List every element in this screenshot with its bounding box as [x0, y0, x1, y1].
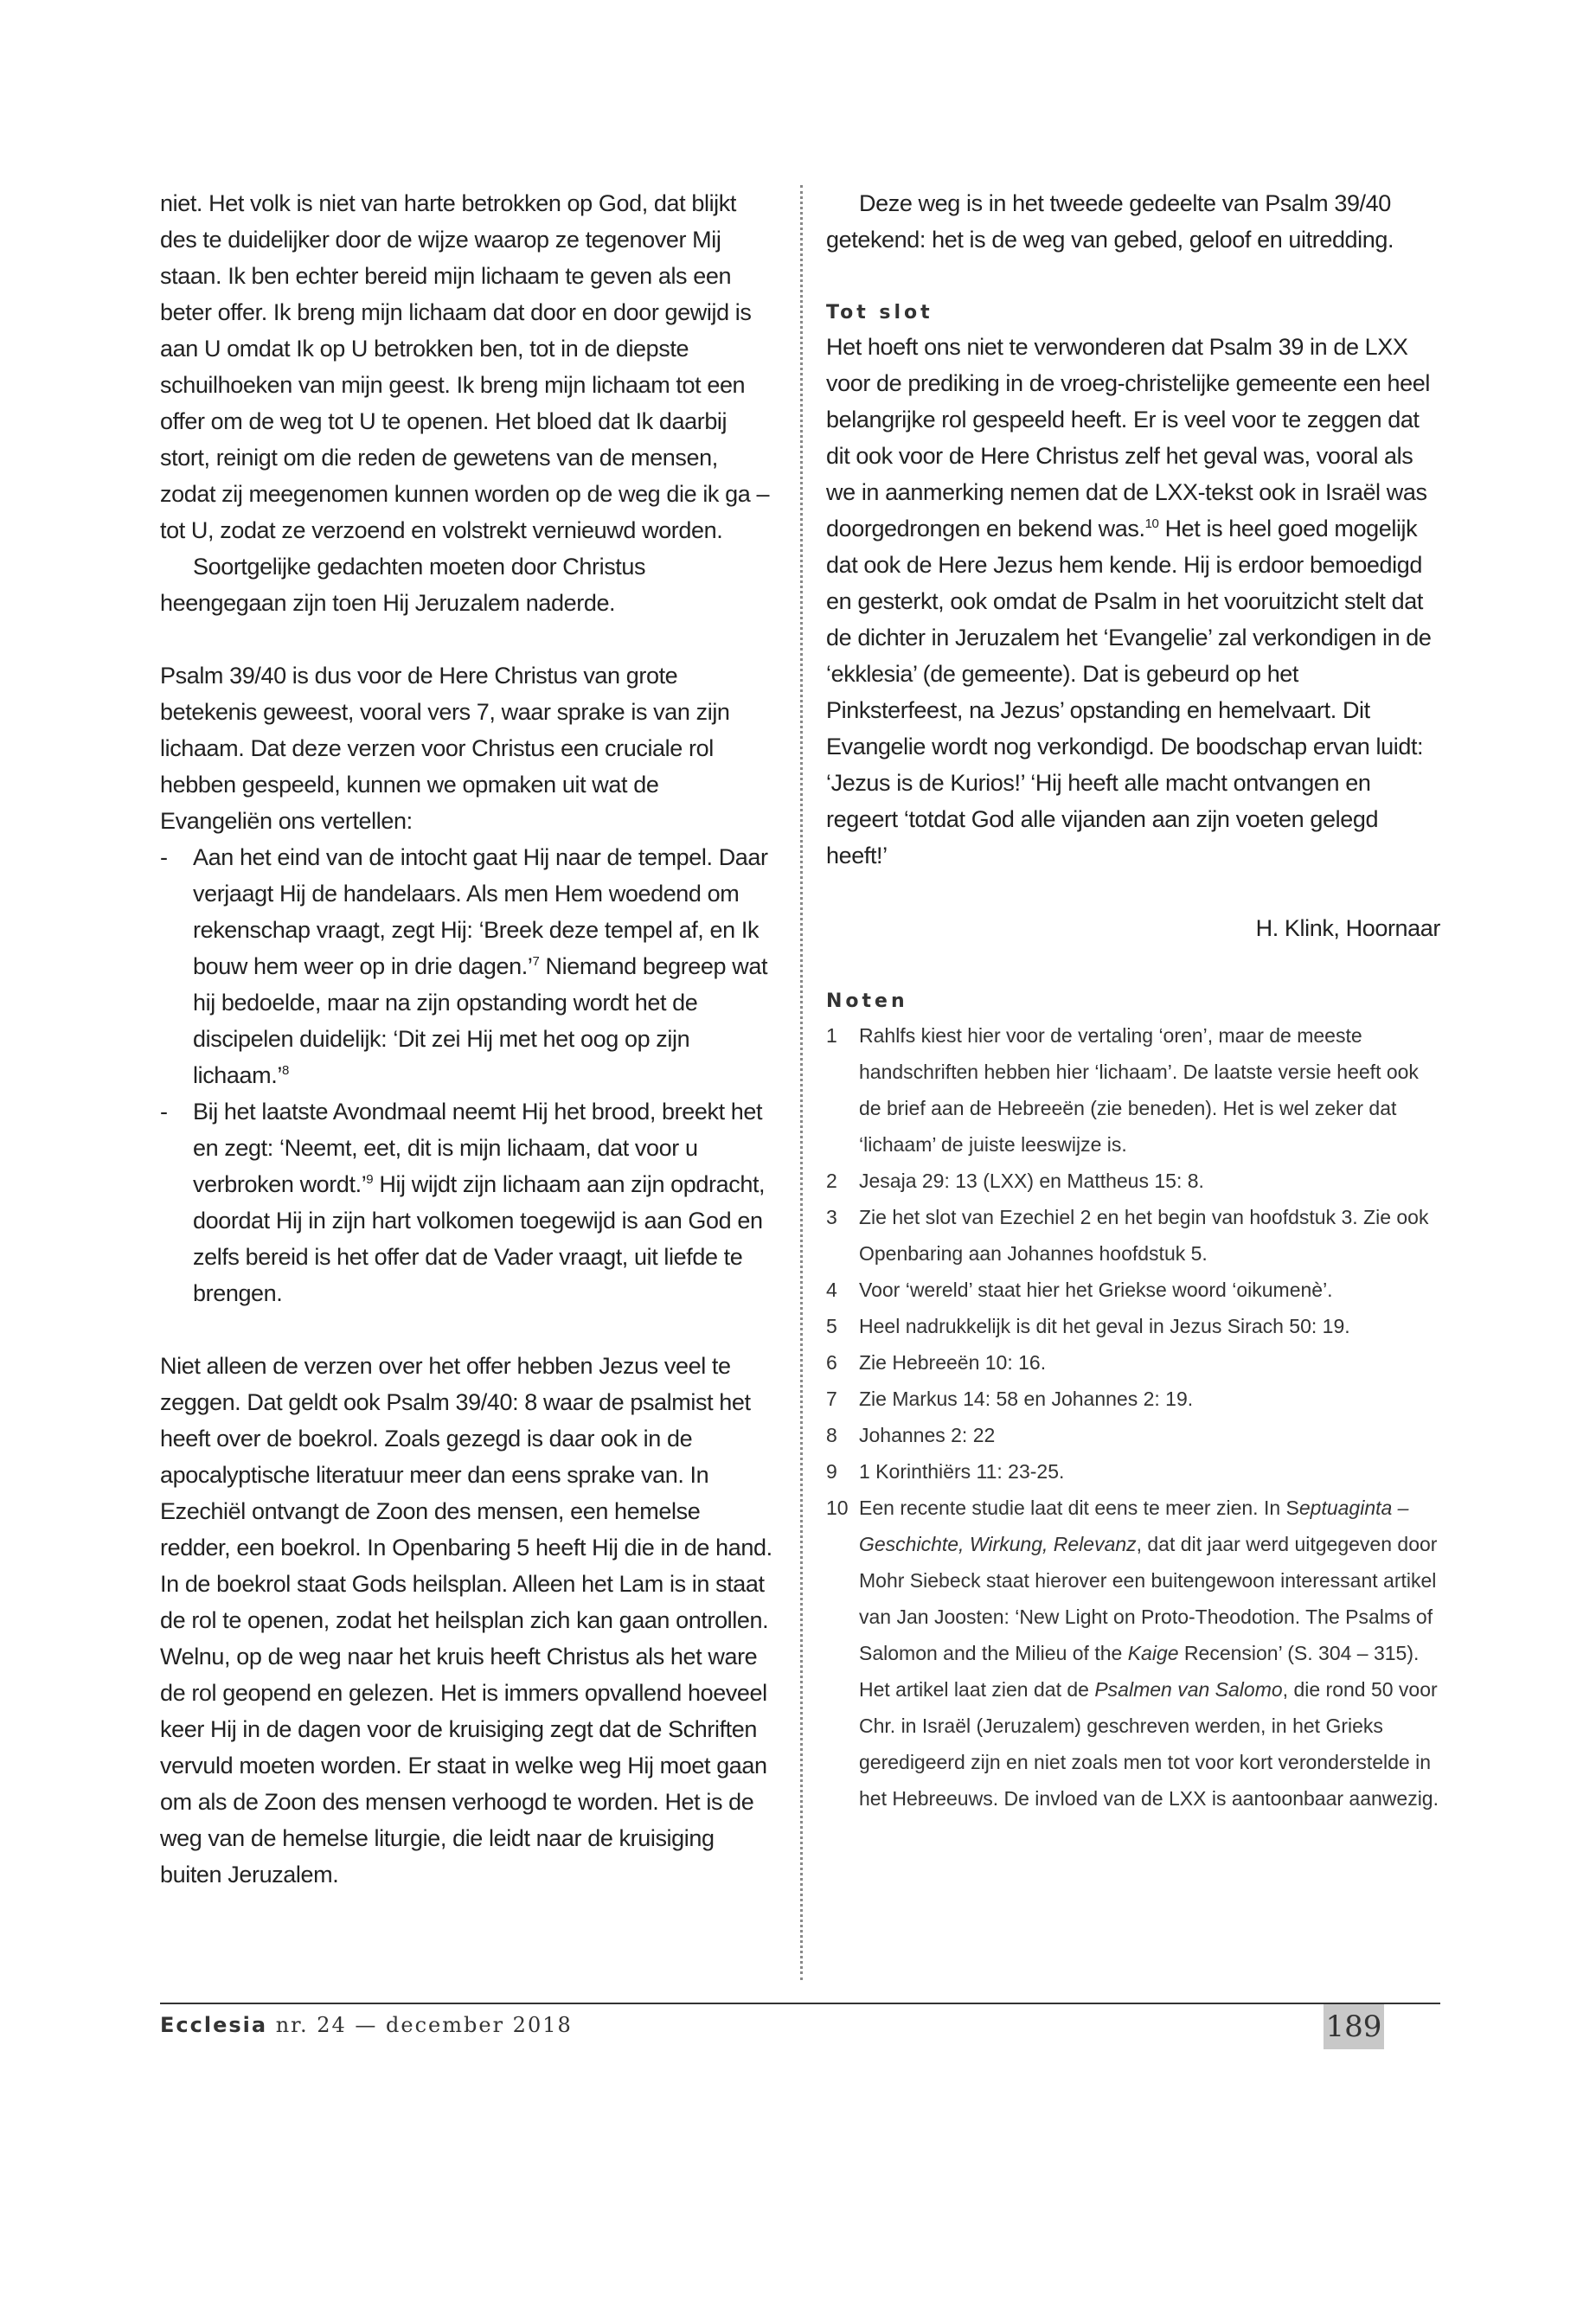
note-item — [826, 1490, 1440, 1817]
note-item — [826, 1308, 1440, 1344]
left-column — [160, 185, 774, 1893]
note-number: 7 — [826, 1388, 837, 1410]
note-text: Jesaja 29: 13 (LXX) en Mattheus 15: 8. — [859, 1170, 1204, 1192]
note-text-italic: eptuaginta – Geschichte, Wirkung, Relevanz — [859, 1497, 1409, 1555]
note-text-italic: Psalmen van Salomo — [1094, 1678, 1283, 1701]
note-text: Voor ‘wereld’ staat hier het Griekse woord ‘oikumenè’. — [859, 1279, 1333, 1301]
paragraph: Soortgelijke gedachten moeten door Christus heengegaan zijn toen Hij Jeruzalem naderde. — [160, 554, 646, 616]
note-number: 8 — [826, 1424, 837, 1446]
note-text: Heel nadrukkelijk is dit het geval in Jezus Sirach 50: 19. — [859, 1315, 1350, 1337]
note-item — [826, 1017, 1440, 1163]
list-item — [160, 839, 774, 1093]
note-item — [826, 1417, 1440, 1453]
author-signature: H. Klink, Hoornaar — [1255, 915, 1440, 941]
list-item-text: Hij wijdt zijn lichaam aan zijn opdracht, doordat Hij in zijn hart volkomen toegewijd is aan God en zelfs bereid is het offer dat de Vader vraagt, uit liefde te brengen. — [193, 1171, 766, 1306]
note-item — [826, 1163, 1440, 1199]
note-number: 5 — [826, 1315, 837, 1337]
note-text-italic: Kaige — [1127, 1642, 1179, 1664]
footnote-ref: 7 — [532, 954, 540, 969]
paragraph — [826, 329, 1440, 874]
note-number: 9 — [826, 1460, 837, 1483]
footnote-ref: 9 — [366, 1172, 374, 1187]
footer-journal — [160, 2005, 573, 2045]
note-text: Zie het slot van Ezechiel 2 en het begin van hoofdstuk 3. Zie ook Openbaring aan Johannes hoofdstuk 5. — [859, 1206, 1429, 1265]
note-text: 1 Korinthiërs 11: 23-25. — [859, 1460, 1065, 1483]
note-number: 1 — [826, 1024, 837, 1047]
note-number: 4 — [826, 1279, 837, 1301]
paragraph-text: Het is heel goed mogelijk dat ook de Here Jezus hem kende. Hij is erdoor bemoedigd en gesterkt, ook omdat de Psalm in het vooruitzicht stelt dat de dichter in Jeruzalem het ‘Evangelie’ zal verkondigen in de ‘ekklesia’ (de gemeente). Dat is gebeurd op het Pinksterfeest, na Jezus’ opstanding en hemelvaart. Dit Evangelie wordt nog verkondigd. De boodschap ervan luidt: ‘Jezus is de Kurios!’ ‘Hij heeft alle macht ontvangen en regeert ‘totdat God alle vijanden aan zijn voeten gelegd heeft!’ — [826, 516, 1432, 868]
journal-issue: nr. 24 — december 2018 — [267, 2013, 573, 2037]
right-column — [826, 185, 1440, 1817]
section-heading: Noten — [826, 990, 908, 1012]
notes-list — [826, 1017, 1440, 1817]
footnote-ref: 10 — [1144, 516, 1159, 531]
bullet-list — [160, 839, 774, 1311]
page-number: 189 — [1324, 2004, 1384, 2049]
note-text: Rahlfs kiest hier voor de vertaling ‘oren’, maar de meeste handschriften hebben hier ‘lichaam’. De laatste versie heeft ook de brief aan de Hebreeën (zie beneden). Het is wel zeker dat ‘lichaam’ de juiste leeswijze is. — [859, 1024, 1419, 1156]
footnote-ref: 8 — [281, 1063, 289, 1078]
list-item-text: Aan het eind van de intocht gaat Hij naar de tempel. Daar verjaagt Hij de handelaars. Als men Hem woedend om rekenschap vraagt, zegt Hij: ‘Breek deze tempel af, en Ik bouw hem weer op in drie dagen.’ — [193, 844, 768, 979]
note-text: Zie Hebreeën 10: 16. — [859, 1351, 1047, 1374]
note-number: 3 — [826, 1206, 837, 1228]
note-text: , die rond 50 voor Chr. in Israël (Jeruzalem) geschreven werden, in het Grieks geredigeerd zijn en niet zoals men tot voor kort veronderstelde in het Hebreeuws. De invloed van de LXX is aantoonbaar aanwezig. — [859, 1678, 1439, 1810]
note-item — [826, 1453, 1440, 1490]
note-text: , dat dit jaar werd uitgegeven door Mohr Siebeck staat hierover een buitengewoon interessant artikel van Jan Joosten: ‘New Light on Proto-Theodotion. The Psalms of Salomon and the Milieu of the — [859, 1533, 1438, 1664]
note-item — [826, 1272, 1440, 1308]
dash-bullet: - — [160, 1099, 168, 1125]
paragraph-text: Het hoeft ons niet te verwonderen dat Psalm 39 in de LXX voor de prediking in de vroeg-christelijke gemeente een heel belangrijke rol gespeeld heeft. Er is veel voor te zeggen dat dit ook voor de Here Christus zelf het geval was, vooral als we in aanmerking nemen dat de LXX-tekst ook in Israël was doorgedrongen en bekend was. — [826, 334, 1430, 542]
section-heading: Tot slot — [826, 302, 933, 324]
paragraph: Psalm 39/40 is dus voor de Here Christus van grote betekenis geweest, vooral vers 7, waar sprake is van zijn lichaam. Dat deze verzen voor Christus een cruciale rol hebben gespeeld, kunnen we opmaken uit wat de Evangeliën ons vertellen: — [160, 663, 730, 834]
note-number: 6 — [826, 1351, 837, 1374]
journal-name: Ecclesia — [160, 2013, 268, 2037]
note-text: Johannes 2: 22 — [859, 1424, 996, 1446]
note-text: Zie Markus 14: 58 en Johannes 2: 19. — [859, 1388, 1194, 1410]
list-item-text: Niemand begreep wat hij bedoelde, maar na zijn opstanding wordt het de discipelen duidelijk: ‘Dit zei Hij met het oog op zijn lichaam.’ — [193, 953, 768, 1088]
note-item — [826, 1199, 1440, 1272]
note-text: Recension’ (S. 304 – 315). Het artikel laat zien dat de — [859, 1642, 1420, 1701]
note-number: 10 — [826, 1497, 849, 1519]
note-text: Een recente studie laat dit eens te meer zien. In S — [859, 1497, 1299, 1519]
list-item-text: Bij het laatste Avondmaal neemt Hij het brood, breekt het en zegt: ‘Neemt, eet, dit is mijn lichaam, dat voor u verbroken wordt.’ — [193, 1099, 763, 1197]
dash-bullet: - — [160, 844, 168, 870]
footer-rule — [160, 2003, 1440, 2004]
list-item — [160, 1093, 774, 1311]
note-item — [826, 1344, 1440, 1381]
paragraph: Niet alleen de verzen over het offer hebben Jezus veel te zeggen. Dat geldt ook Psalm 39/40: 8 waar de psalmist het heeft over de boekrol. Zoals gezegd is daar ook in de apocalyptische literatuur meer dan eens sprake van. In Ezechiël ontvangt de Zoon des mensen, een hemelse redder, een boekrol. In Openbaring 5 heeft Hij die in de hand. In de boekrol staat Gods heilsplan. Alleen het Lam is in staat de rol te openen, zodat het heilsplan zich kan gaan ontrollen. Welnu, op de weg naar het kruis heeft Christus als het ware de rol geopend en gelezen. Het is immers opvallend hoeveel keer Hij in de dagen voor de kruisiging zegt dat de Schriften vervuld moeten worden. Er staat in welke weg Hij moet gaan om als de Zoon des mensen verhoogd te worden. Het is de weg van de hemelse liturgie, die leidt naar de kruisiging buiten Jeruzalem. — [160, 1353, 772, 1888]
paragraph: Deze weg is in het tweede gedeelte van Psalm 39/40 getekend: het is de weg van gebed, geloof en uitredding. — [826, 190, 1394, 253]
note-number: 2 — [826, 1170, 837, 1192]
paragraph: niet. Het volk is niet van harte betrokken op God, dat blijkt des te duidelijker door de wijze waarop ze tegenover Mij staan. Ik ben echter bereid mijn lichaam te geven als een beter offer. Ik breng mijn lichaam dat door en door gewijd is aan U omdat Ik op U betrokken ben, tot in de diepste schuilhoeken van mijn geest. Ik breng mijn lichaam tot een offer om de weg tot U te openen. Het bloed dat Ik daarbij stort, reinigt om die reden de gewetens van de mensen, zodat zij meegenomen kunnen worden op de weg die ik ga – tot U, zodat ze verzoend en volstrekt vernieuwd worden. — [160, 190, 770, 543]
column-divider — [800, 185, 803, 1980]
note-item — [826, 1381, 1440, 1417]
